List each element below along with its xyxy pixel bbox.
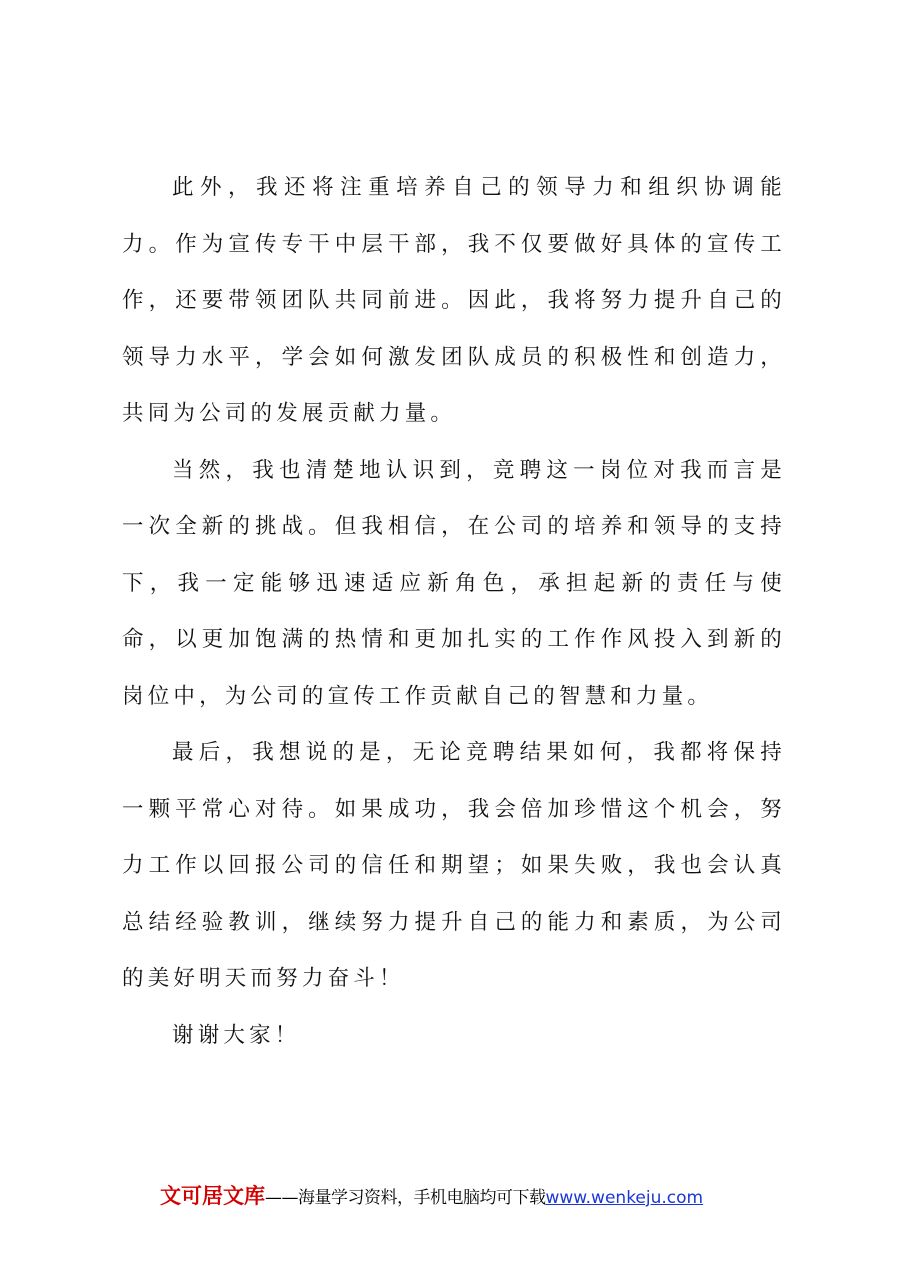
paragraph-leadership: 此外，我还将注重培养自己的领导力和组织协调能力。作为宣传专干中层干部，我不仅要做好具体的宣传工作，还要带领团队共同前进。因此，我将努力提升自己的领导力水平，学会如何激发团队成员的积极性和创造力，共同为公司的发展贡献力量。 <box>122 175 786 426</box>
paragraph-challenge: 当然，我也清楚地认识到，竞聘这一岗位对我而言是一次全新的挑战。但我相信，在公司的培养和领导的支持下，我一定能够迅速适应新角色，承担起新的责任与使命，以更加饱满的热情和更加扎实的工作作风投入到新的岗位中，为公司的宣传工作贡献自己的智慧和力量。 <box>122 457 786 709</box>
footer-brand-name: 文可居文库 <box>160 1184 265 1208</box>
footer-tagline: ——海量学习资料，手机电脑均可下载 <box>265 1188 546 1208</box>
paragraph-thanks: 谢谢大家！ <box>172 1022 301 1048</box>
document-body <box>122 160 786 1064</box>
footer-website-link[interactable]: www.wenkeju.com <box>545 1188 704 1208</box>
paragraph-conclusion: 最后，我想说的是，无论竞聘结果如何，我都将保持一颗平常心对待。如果成功，我会倍加珍惜这个机会，努力工作以回报公司的信任和期望；如果失败，我也会认真总结经验教训，继续努力提升自己的能力和素质，为公司的美好明天而努力奋斗！ <box>122 740 786 991</box>
footer-banner <box>160 1180 800 1214</box>
